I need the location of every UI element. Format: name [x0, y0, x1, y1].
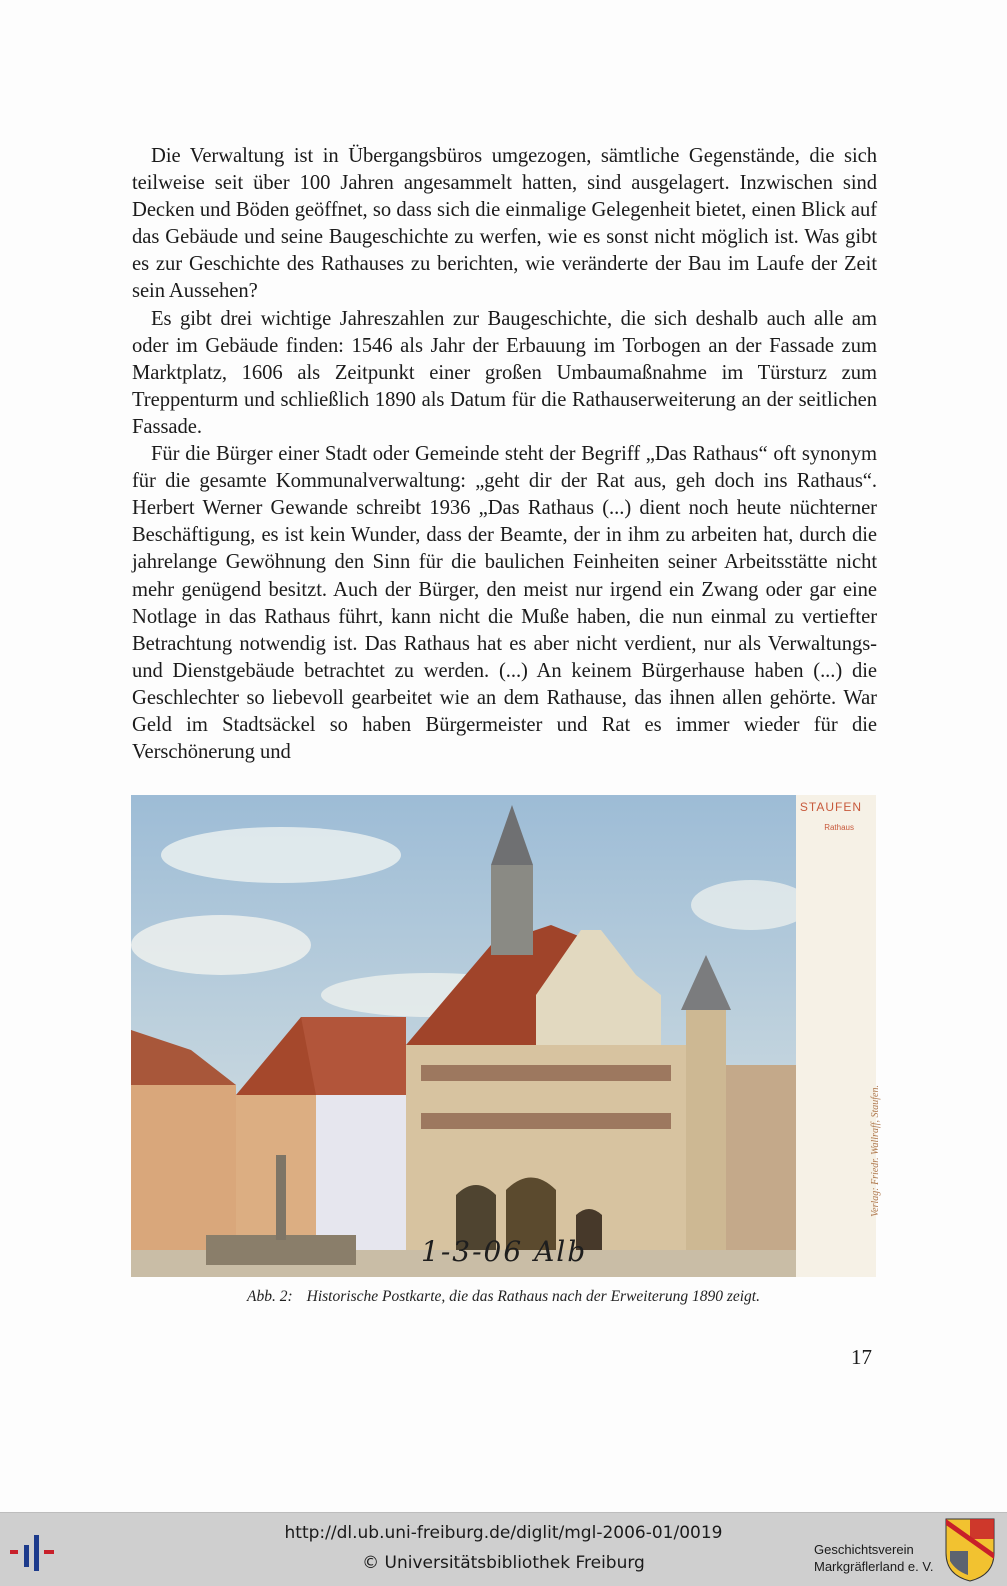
cloud: [131, 915, 311, 975]
cloud: [691, 880, 811, 930]
society-line: Geschichtsverein: [814, 1542, 914, 1557]
society-name: [814, 1541, 933, 1575]
figure-caption: [0, 1288, 1007, 1306]
society-line: Markgräflerland e. V.: [814, 1559, 934, 1574]
fountain-column: [276, 1155, 286, 1240]
coat-of-arms-icon: [944, 1517, 996, 1583]
caption-text: Historische Postkarte, die das Rathaus nach der Erweiterung 1890 zeigt.: [306, 1288, 760, 1305]
source-url-link[interactable]: http://dl.ub.uni-freiburg.de/diglit/mgl-2006-01/0019: [284, 1523, 723, 1543]
postcard-subtitle: Rathaus: [824, 823, 854, 832]
paragraph: Für die Bürger einer Stadt oder Gemeinde steht der Begriff „Das Rathaus“ oft synonym für die gesamte Kommunalverwaltung: „geht dir der Rat aus, geh doch ins Rathaus“. Herbert Werner Gewande schreibt 1936 „Das Rathaus (...) dient noch heute nüchterner Beschäftigung, es ist kein Wunder, dass der Beamte, der in ihm zu arbeiten hat, durch die jahrelange Gewöhnung den Sinn für die baulichen Feinheiten seiner Arbeitsstätte nicht mehr genügend besitzt. Auch der Bürger, den meist nur irgend ein Zwang oder gar eine Notlage in das Rathaus führt, kann nicht die Muße haben, die nun einmal zu vertiefter Betrachtung notwendig ist. Das Rathaus hat es aber nicht verdient, nur als Verwaltungs- und Dienstgebäude betrachtet zu werden. (...) An keinem Bürgerhause haben (...) die Geschlechter so liebevoll gearbeitet wie an dem Rathause, das ihnen allen gehörte. War Geld im Stadtsäckel so haben Bürgermeister und Rat es immer wieder für die Verschönerung und: [132, 443, 877, 764]
postcard-illustration: [131, 795, 876, 1277]
copyright-notice: © Universitätsbibliothek Freiburg: [362, 1553, 645, 1573]
handwritten-note: 1-3-06 Alb: [421, 1235, 588, 1268]
caption-label: Abb. 2:: [247, 1288, 293, 1305]
postcard-margin: [796, 795, 876, 1277]
cloud: [161, 827, 401, 883]
paragraph: Es gibt drei wichtige Jahreszahlen zur Baugeschichte, die sich deshalb auch alle am oder im Gebäude finden: 1546 als Jahr der Erbauung im Torbogen an der Fassade zum Marktplatz, 1606 als Zeitpunkt einer großen Umbaumaßnahme im Türsturz zum Treppenturm und schließlich 1890 als Datum für die Rathauserweiterung an der seitlichen Fassade.: [132, 307, 877, 438]
postcard-city-label: STAUFEN: [799, 800, 862, 814]
paragraph: Die Verwaltung ist in Übergangsbüros umgezogen, sämtliche Gegenstände, die sich teilweise seit über 100 Jahren angesammelt hatten, sind ausgelagert. Inzwischen sind Decken und Böden geöffnet, so dass sich die einmalige Gelegenheit bietet, einen Blick auf das Gebäude und seine Baugeschichte zu werfen, wie es sonst nicht möglich ist. Was gibt es zur Geschichte des Rathauses zu berichten, wie veränderte der Bau im Laufe der Zeit sein Aussehen?: [132, 145, 877, 303]
historic-postcard-image: [131, 795, 881, 1277]
article-body: [132, 143, 877, 766]
page-number: 17: [851, 1345, 872, 1369]
footer-bar: [0, 1512, 1007, 1586]
postcard-publisher: Verlag: Friedr. Wallraff, Staufen.: [870, 1085, 881, 1217]
